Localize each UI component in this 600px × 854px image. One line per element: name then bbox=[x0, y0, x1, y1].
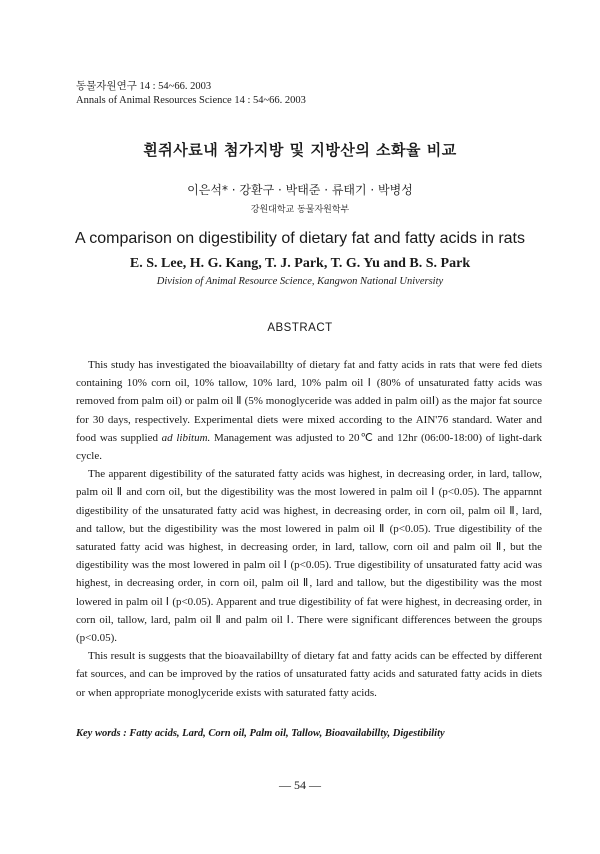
affiliation-korean: 강원대학교 동물자원학부 bbox=[250, 205, 350, 215]
journal-citation bbox=[76, 80, 306, 108]
journal-citation-english: Annals of Animal Resources Science 14 : 54~66. 2003 bbox=[76, 95, 306, 106]
keywords: Key words : Fatty acids, Lard, Corn oil, Palm oil, Tallow, Bioavailabillty, Digestibility bbox=[76, 728, 445, 739]
affiliation-english: Division of Animal Resource Science, Kangwon National University bbox=[156, 276, 444, 287]
abstract-paragraph-1-italic: ad libitum. bbox=[161, 431, 211, 444]
abstract-heading: ABSTRACT bbox=[267, 322, 333, 334]
authors-english: E. S. Lee, H. G. Kang, T. J. Park, T. G. Yu and B. S. Park bbox=[129, 256, 471, 271]
journal-citation-korean: 동물자원연구 14 : 54~66. 2003 bbox=[76, 81, 212, 92]
authors-korean: 이은석* · 강환구 · 박태준 · 류태기 · 박병성 bbox=[187, 183, 413, 197]
abstract-paragraph-1-text-b: Management was adjusted to 20℃ and 12hr (06:00-18:00) of light-dark cycle. bbox=[76, 431, 542, 463]
title-korean: 흰쥐사료내 첨가지방 및 지방산의 소화율 비교 bbox=[143, 141, 457, 159]
title-english: A comparison on digestibility of dietary fat and fatty acids in rats bbox=[74, 230, 525, 247]
abstract-paragraph-1 bbox=[76, 356, 542, 465]
abstract-paragraph-1-text-a: This study has investigated the bioavailabillty of dietary fat and fatty acids in rats that were fed diets containing 10% corn oil, 10% tallow, 10% lard, 10% palm oil Ⅰ (80% of unsaturated fatty acids was removed from palm oil) or palm oil Ⅱ (5% monoglyceride was added in palm oilⅠ) as the major fat source for 30 days, respectively. Experimental diets were mixed according to the AIN'76 standard. Water and food was supplied bbox=[76, 359, 542, 444]
abstract-paragraph-2: The apparent digestibility of the saturated fatty acids was highest, in decreasing order, in lard, tallow, palm oil Ⅱ and corn oil, but the digestibility was the most lowered in palm oil Ⅰ (p<0.05). The apparnnt digestibility of the unsaturated fatty acid was highest, in decreasing order, in corn oil, palm oil Ⅱ, lard, and tallow, but the digestibility was the most lowered in palm oil Ⅱ (p<0.05). True digestibility of the saturated fatty acid was highest, in decreasing order, in lard, tallow, corn oil and palm oil Ⅱ, but the digestibility was the most lowered in palm oil Ⅰ (p<0.05). True digestibility of unsaturated fatty acid was highest, in decreasing order, in corn oil, palm oil Ⅱ, lard and tallow, but the digestibility was the most lowered in palm oil Ⅰ (p<0.05). Apparent and true digestibility of fat were highest, in decreasing order, in corn oil, tallow, lard, palm oil Ⅱ and palm oil Ⅰ. There were significant differences between the groups (p<0.05). bbox=[76, 468, 542, 645]
abstract-body bbox=[76, 356, 542, 702]
page-number: ― 54 ― bbox=[279, 778, 321, 792]
abstract-paragraph-3: This result is suggests that the bioavailabillty of dietary fat and fatty acids can be effected by different fat sources, and can be improved by the ratios of unsaturated fatty acids and saturated fatty acids in diets or when appropriate monoglyceride exists with saturated fatty acids. bbox=[76, 650, 542, 699]
